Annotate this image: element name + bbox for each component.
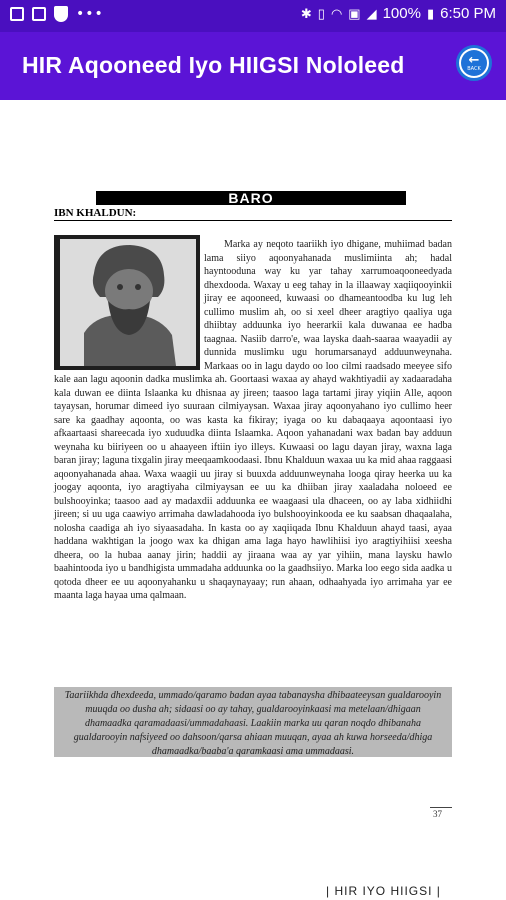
shield-icon (54, 6, 68, 22)
page-footer: | HIR IYO HIIGSI | (326, 884, 441, 898)
page-number-rule (430, 807, 452, 808)
bluetooth-icon: ✱ (300, 5, 312, 21)
battery-icon: ▮ (426, 5, 435, 21)
more-icon: ••• (76, 6, 104, 22)
image-icon (32, 7, 46, 21)
clock: 6:50 PM (440, 5, 496, 22)
document-page[interactable] (0, 100, 506, 900)
author-name: IBN KHALDUN: (54, 207, 137, 219)
app-title: HIR Aqooneed Iyo HIIGSI Nololeed (22, 52, 405, 78)
battery-percent: 100% (382, 5, 421, 22)
notification-icons (10, 6, 104, 22)
divider (54, 220, 452, 221)
system-icons (301, 5, 496, 22)
signal-icon: ◢ (366, 5, 377, 21)
summary-box: Taariikhda dhexdeeda, ummado/qaramo badan ayaa tabanaysha dhibaateeysan gualdarooyin muuqda oo dusha ah; sidaasi oo ay tahay, gualdarooyinkaasi ma metelaan/dhigaan dhamaadka qaramadaasi/ummadahaasi. Laakiin marka uu qaran noqdo dhibanaha gualdarooyin nafsiyeed oo dahsoon/qarsa ahiaan muuqan, ayaa ah kuwa horseeda/dhiga dhamaadka/baaba'a qaramkaasi ama ummadaasi. (54, 687, 452, 757)
back-arrow-icon: ← BACK (461, 50, 487, 76)
vibrate-icon: ▯ (317, 5, 325, 21)
sim-icon: ▣ (348, 5, 361, 21)
app-bar (0, 32, 506, 100)
article-text: Marka ay neqoto taariikh iyo dhigane, muhiimad badan lama siiyo aqoonyahanada muslimiinta ah; hadal hayntooduna way ku yar tahay xarrumoaqooneedyada dhexdooda. Waxay u eeg tahay in la illaaway xaqiiqooyinkii jiray ee aqooneed, kuwaasi oo dhameantoodba ku lug leh cullimo muslim ah, oo si xeel dheer aragtiyo qaaliya uga dhiibtay adduunka iyo heerarkii kala duwanaa ee hadba taagnaa. Nasiib darro'e, waa layska daah-saaraa waayadii ay dunnida muslimku ugu horumarsanayd adduunweynaha. Markaas oo in lagu daydo oo loo cilmi raadsado meeyee sifo kale aan lagu aqoonin dadka muslimka ah. Goortaasi waxaa ay ahayd wakhtiyadii ay xadaaradaha kala duwan ee diinta Islaanka ku dhisnaa ay jireen; taasoo laga tartami jiray yiqiin Alle, aqoon tayaysan, horumar dimeed iyo suuraan cilmiyaysan. Waxaa jiray aqoonyahano iyo cullimo heer sare ka gaadhay aqoonta, oo was kasta ka fikiray; iyaga oo ku dabaqaaya aqoontaasi iyo afkaartaasi shareecada iyo xuduudka diinta Islaamka. Aqoon yahanadani wax badan bay adduun weynaha ku biiriyeen oo u ahaayeen iftiin iyo illeys. Kuwaasi oo lagu dayan jiray, waxna laga baran jiray; laguna tixgalin jiray meeqaamkoodaasi. Ibnu Khalduun waxaa uu ka mid ahaa raggaasi aqoonyahanada ahaa. Waxa waagii uu jiray si buuxda adduunweynaha looga qiray heerka uu ka joogay aqoonta, iyo aragtiyaha cilmiyaysan ee uu ka dhiiban jiray xaaladaha noloeed ee bulshooyinka; taasoo aad ay madaxdii adduunka ee waagaasi ula dhaceen, oo ay laba xidhiidhi jireen; si uu uga caawiyo arrimaha dawladahooda iyo bulshooyinkooda ee ku saabsan dhaqaalaha, nolosha caadiga ah iyo siyaasadaha. In kasta oo ay xaqiiqada Ibnu Khalduun ahayd taasi, ayaa haddana wakhtigan la joogo wax ka dhigan ama laga hayo hawlihiisi iyo aragtiyihiisi xeesha dheera, oo la hubaa aanay jirin; haddii ay jiraana waa ay yar yihiin, mana laysku hawlo baahintooda iyo u bandhigista ummadaha adduunka oo la gaadhsiiyo. Marka loo eego sida aadka u qotoda dheer ee uu aqoonyahanku u shaqaynayaay; run ahaan, odhaahyada iyo arrimaha yar ee maanta laga hayaa uma qalmaan. (54, 239, 452, 601)
page-number: 37 (433, 809, 442, 819)
status-bar (0, 0, 506, 32)
wifi-icon: ◠ (330, 5, 343, 21)
back-label: BACK (467, 65, 481, 72)
photo-icon (10, 7, 24, 21)
back-button[interactable] (456, 45, 492, 81)
article-body (54, 238, 452, 603)
heading-bar (96, 191, 406, 205)
page-heading: BARO (228, 190, 274, 206)
